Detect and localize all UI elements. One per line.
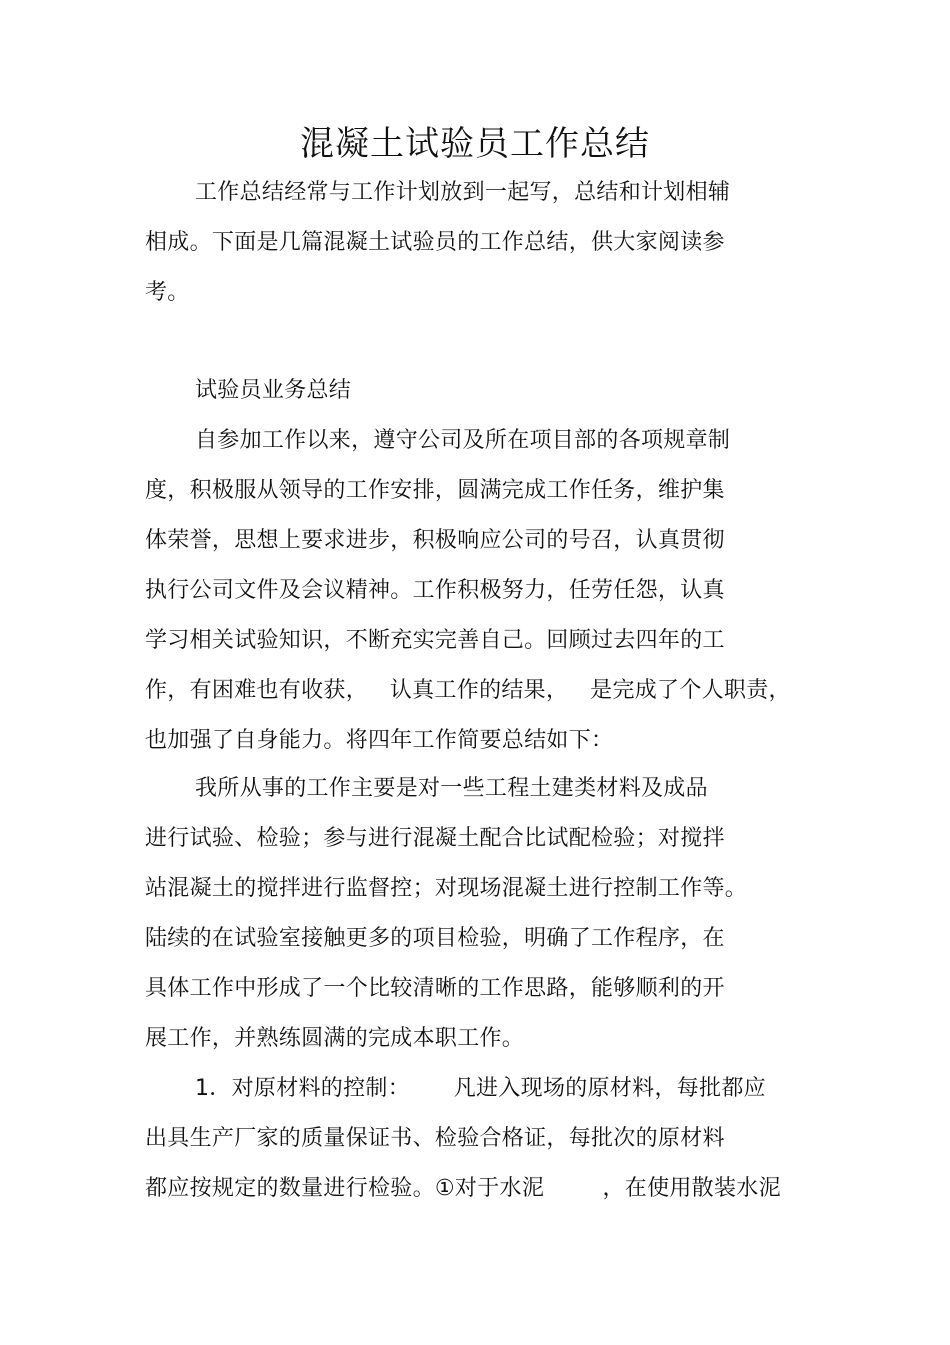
paragraph-line: 度，积极服从领导的工作安排，圆满完成工作任务，维护集 — [145, 478, 725, 503]
paragraph-line: 出具生产厂家的质量保证书、检验合格证，每批次的原材料 — [145, 1126, 725, 1151]
paragraph-line: 工作总结经常与工作计划放到一起写，总结和计划相辅 — [195, 180, 731, 205]
paragraph-line: 1．对原材料的控制： 凡进入现场的原材料，每批都应 — [195, 1076, 766, 1101]
paragraph-line: 相成。下面是几篇混凝土试验员的工作总结，供大家阅读参 — [145, 230, 725, 255]
paragraph-line: 都应按规定的数量进行检验。①对于水泥 ，在使用散装水泥 — [145, 1176, 781, 1201]
section-heading: 试验员业务总结 — [195, 378, 352, 403]
paragraph-line: 我所从事的工作主要是对一些工程土建类材料及成品 — [195, 776, 708, 801]
paragraph-line: 进行试验、检验；参与进行混凝土配合比试配检验；对搅拌 — [145, 826, 725, 851]
paragraph-line: 作，有困难也有收获， 认真工作的结果， 是完成了个人职责， — [145, 678, 791, 703]
paragraph-line: 站混凝土的搅拌进行监督控；对现场混凝土进行控制工作等。 — [145, 876, 748, 901]
paragraph-line: 具体工作中形成了一个比较清晰的工作思路，能够顺利的开 — [145, 976, 725, 1001]
paragraph-line: 执行公司文件及会议精神。工作积极努力，任劳任怨，认真 — [145, 578, 725, 603]
paragraph-line: 也加强了自身能力。将四年工作简要总结如下： — [145, 728, 614, 753]
paragraph-line: 陆续的在试验室接触更多的项目检验，明确了工作程序，在 — [145, 926, 725, 951]
paragraph-line: 体荣誉，思想上要求进步，积极响应公司的号召，认真贯彻 — [145, 528, 725, 553]
paragraph-line: 自参加工作以来，遵守公司及所在项目部的各项规章制 — [195, 428, 731, 453]
paragraph-line: 考。 — [145, 280, 190, 305]
paragraph-line: 学习相关试验知识，不断充实完善自己。回顾过去四年的工 — [145, 628, 725, 653]
paragraph-line: 展工作，并熟练圆满的完成本职工作。 — [145, 1026, 525, 1051]
document-title: 混凝土试验员工作总结 — [300, 124, 650, 164]
